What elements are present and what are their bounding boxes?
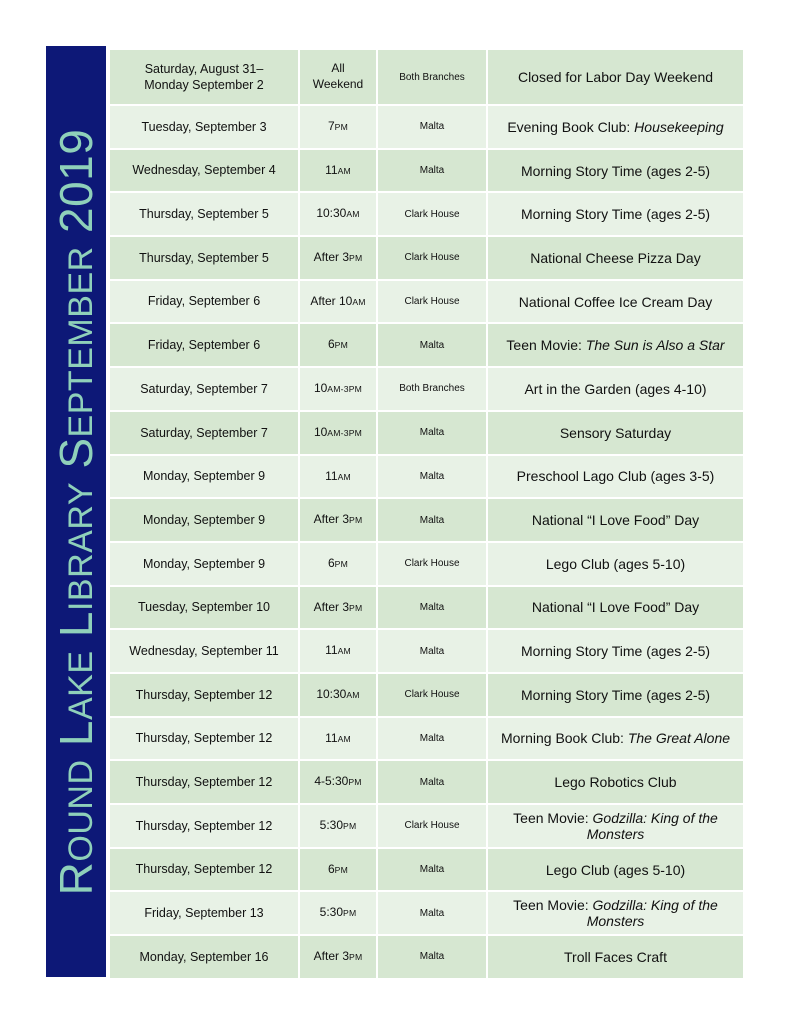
event-time-cell	[299, 673, 377, 717]
event-title-italic: The Great Alone	[627, 730, 731, 747]
event-location: Malta	[419, 470, 445, 482]
event-location: Clark House	[404, 208, 460, 220]
event-time-meridiem: AM	[352, 296, 366, 307]
event-date-cell	[109, 673, 299, 717]
event-location: Malta	[419, 907, 445, 919]
table-row	[109, 673, 744, 717]
event-date: Thursday, September 5	[139, 207, 269, 222]
event-location: Clark House	[404, 558, 460, 570]
event-name: Morning Story Time (ages 2-5)	[520, 643, 711, 660]
event-date-cell	[109, 935, 299, 979]
event-date: Friday, September 6	[147, 294, 261, 309]
event-date: Tuesday, September 3	[141, 119, 267, 134]
event-date-cell	[109, 760, 299, 804]
event-time-number: 6	[327, 555, 335, 570]
event-time-prefix: After 3	[313, 250, 349, 265]
title-word: LAKE	[50, 649, 102, 746]
event-date-cell	[109, 455, 299, 499]
event-name: Lego Robotics Club	[554, 774, 677, 791]
event-location-cell	[377, 804, 487, 848]
event-time-number: 11	[325, 643, 338, 658]
event-time-cell	[299, 542, 377, 586]
event-name: National Coffee Ice Cream Day	[518, 293, 713, 310]
event-time-cell	[299, 629, 377, 673]
event-time-cell	[299, 848, 377, 892]
event-name: Lego Club (ages 5-10)	[545, 861, 686, 878]
event-time-prefix: After 3	[313, 599, 349, 614]
event-name-cell	[487, 49, 744, 105]
event-time-meridiem: PM	[348, 777, 362, 788]
event-time-number: 4-5:30	[314, 774, 349, 789]
event-name-cell	[487, 367, 744, 411]
event-time-number: 10	[313, 424, 328, 439]
event-date: Thursday, September 12	[135, 862, 273, 877]
event-date: Thursday, September 12	[135, 687, 273, 702]
event-date: Monday, September 9	[142, 512, 266, 527]
event-location-cell	[377, 935, 487, 979]
event-name-cell	[487, 760, 744, 804]
event-title-italic: Housekeeping	[634, 118, 724, 135]
event-name: Morning Book Club:	[500, 730, 628, 747]
event-location-cell	[377, 236, 487, 280]
event-location-cell	[377, 717, 487, 761]
event-time-line: All	[331, 61, 345, 76]
event-date-cell	[109, 848, 299, 892]
event-location-cell	[377, 411, 487, 455]
event-location-cell	[377, 586, 487, 630]
event-date: Saturday, September 7	[140, 425, 268, 440]
event-location-cell	[377, 673, 487, 717]
event-name-cell	[487, 149, 744, 193]
event-time-meridiem: PM	[349, 515, 363, 526]
event-date-cell	[109, 280, 299, 324]
event-location-cell	[377, 891, 487, 935]
event-time-number: 10	[313, 381, 328, 396]
event-date: Wednesday, September 4	[132, 163, 276, 178]
event-location-cell	[377, 542, 487, 586]
events-table	[108, 48, 745, 980]
event-name-cell	[487, 717, 744, 761]
table-row	[109, 49, 744, 105]
event-date-cell	[109, 236, 299, 280]
event-time-cell	[299, 586, 377, 630]
event-name: Morning Story Time (ages 2-5)	[520, 162, 711, 179]
event-name-cell	[487, 629, 744, 673]
event-time-meridiem: PM	[349, 602, 363, 613]
event-time-cell	[299, 717, 377, 761]
event-time-meridiem: AM	[346, 689, 360, 700]
event-date-cell	[109, 717, 299, 761]
event-time-cell	[299, 455, 377, 499]
event-time-cell	[299, 935, 377, 979]
event-location-cell	[377, 49, 487, 105]
event-time-cell	[299, 280, 377, 324]
event-location-cell	[377, 280, 487, 324]
event-name: Sensory Saturday	[559, 424, 672, 441]
event-time-number: 6	[327, 861, 335, 876]
event-time-cell	[299, 149, 377, 193]
event-name-cell	[487, 323, 744, 367]
event-location-cell	[377, 629, 487, 673]
event-date: Friday, September 6	[147, 338, 261, 353]
page-title	[50, 128, 102, 895]
event-location-cell	[377, 848, 487, 892]
table-row	[109, 498, 744, 542]
event-time-number: 11	[325, 730, 338, 745]
event-name: National “I Love Food” Day	[531, 599, 700, 616]
event-date: Thursday, September 5	[139, 250, 269, 265]
event-location: Malta	[419, 864, 445, 876]
event-name: National Cheese Pizza Day	[530, 249, 701, 266]
table-row	[109, 629, 744, 673]
event-date-cell	[109, 586, 299, 630]
event-location: Malta	[419, 121, 445, 133]
event-time-meridiem: PM	[334, 558, 349, 569]
event-time-number: 5:30	[319, 818, 343, 833]
event-date: Monday, September 9	[142, 556, 266, 571]
event-time-number: 7	[327, 119, 335, 134]
event-location: Clark House	[404, 689, 460, 701]
event-time-cell	[299, 411, 377, 455]
title-sidebar	[46, 46, 106, 977]
table-row	[109, 192, 744, 236]
event-time-line: Weekend	[312, 77, 364, 91]
event-time-cell	[299, 804, 377, 848]
event-date: Friday, September 13	[144, 906, 264, 921]
event-time-meridiem: AM-3PM	[327, 427, 363, 438]
event-name-cell	[487, 280, 744, 324]
event-location: Malta	[419, 601, 445, 613]
event-location-cell	[377, 149, 487, 193]
event-name: National “I Love Food” Day	[531, 512, 700, 529]
event-name: Lego Club (ages 5-10)	[545, 555, 686, 572]
table-row	[109, 323, 744, 367]
event-name: Troll Faces Craft	[564, 948, 667, 965]
event-time-number: 6	[327, 337, 335, 352]
event-name-cell	[487, 848, 744, 892]
event-time-cell	[299, 891, 377, 935]
event-name: Teen Movie:	[513, 897, 593, 914]
table-row	[109, 105, 744, 149]
event-location-cell	[377, 192, 487, 236]
event-name: Morning Story Time (ages 2-5)	[520, 686, 711, 703]
table-row	[109, 149, 744, 193]
event-date: Monday, September 16	[139, 949, 269, 964]
table-row	[109, 455, 744, 499]
event-time-cell	[299, 760, 377, 804]
event-name-cell	[487, 192, 744, 236]
event-date-line: Saturday, August 31–	[144, 61, 264, 76]
event-location: Clark House	[404, 296, 460, 308]
event-time-cell	[299, 367, 377, 411]
event-location-cell	[377, 323, 487, 367]
event-name-cell	[487, 542, 744, 586]
event-date: Wednesday, September 11	[129, 643, 279, 658]
event-location-cell	[377, 455, 487, 499]
event-time-cell	[299, 323, 377, 367]
event-title-italic: The Sun is Also a Star	[585, 337, 725, 354]
event-time-cell	[299, 236, 377, 280]
event-time-prefix: After 3	[313, 512, 349, 527]
event-time-meridiem: AM	[337, 733, 351, 744]
event-location: Malta	[419, 339, 445, 351]
event-time-meridiem: AM-3PM	[327, 384, 363, 395]
event-date-cell	[109, 804, 299, 848]
event-title-italic: Godzilla: King of the Monsters	[586, 809, 718, 842]
event-time-cell	[299, 49, 377, 105]
table-row	[109, 280, 744, 324]
event-date-cell	[109, 49, 299, 105]
title-word: LIBRARY	[50, 481, 102, 637]
event-name: Morning Story Time (ages 2-5)	[520, 206, 711, 223]
event-time-meridiem: PM	[334, 864, 349, 875]
event-date-cell	[109, 891, 299, 935]
event-date-cell	[109, 323, 299, 367]
event-time-number: 10:30	[316, 686, 347, 701]
event-time-cell	[299, 192, 377, 236]
event-date-cell	[109, 498, 299, 542]
table-row	[109, 848, 744, 892]
event-name: Art in the Garden (ages 4-10)	[524, 380, 707, 397]
event-time-meridiem: PM	[349, 952, 363, 963]
event-name-cell	[487, 935, 744, 979]
event-date-cell	[109, 629, 299, 673]
event-location: Malta	[419, 645, 445, 657]
event-date-cell	[109, 149, 299, 193]
event-location-cell	[377, 105, 487, 149]
table-row	[109, 411, 744, 455]
table-row	[109, 891, 744, 935]
event-name-cell	[487, 804, 744, 848]
event-date: Thursday, September 12	[135, 775, 273, 790]
event-name-cell	[487, 673, 744, 717]
event-time-number: 5:30	[319, 905, 343, 920]
event-location: Both Branches	[399, 71, 465, 83]
event-time-meridiem: AM	[337, 646, 351, 657]
event-name-cell	[487, 236, 744, 280]
event-time-meridiem: AM	[346, 209, 360, 220]
event-date: Thursday, September 12	[135, 818, 273, 833]
table-row	[109, 236, 744, 280]
event-date: Monday, September 9	[142, 469, 266, 484]
event-time-prefix: After 3	[313, 949, 349, 964]
event-name: Evening Book Club:	[507, 118, 635, 135]
table-row	[109, 586, 744, 630]
event-time-meridiem: PM	[343, 908, 357, 919]
event-date-cell	[109, 192, 299, 236]
title-year: 2019	[50, 128, 102, 233]
event-time-number: 10:30	[316, 206, 347, 221]
table-row	[109, 717, 744, 761]
table-row	[109, 760, 744, 804]
table-row	[109, 804, 744, 848]
event-name: Preschool Lago Club (ages 3-5)	[516, 468, 715, 485]
event-time-meridiem: AM	[337, 165, 351, 176]
event-location: Malta	[419, 732, 445, 744]
event-date-cell	[109, 411, 299, 455]
event-time-prefix: After 10	[310, 293, 353, 308]
title-word: ROUND	[50, 758, 102, 895]
event-location-cell	[377, 498, 487, 542]
event-time-meridiem: PM	[343, 821, 357, 832]
event-time-cell	[299, 498, 377, 542]
event-date: Thursday, September 12	[135, 731, 273, 746]
table-row	[109, 935, 744, 979]
event-time-cell	[299, 105, 377, 149]
event-time-meridiem: PM	[349, 253, 363, 264]
event-name: Closed for Labor Day Weekend	[517, 69, 714, 85]
event-date: Tuesday, September 10	[137, 600, 271, 615]
event-date-cell	[109, 367, 299, 411]
title-word: SEPTEMBER	[50, 245, 102, 469]
event-date-line: Monday September 2	[144, 78, 264, 92]
event-name-cell	[487, 498, 744, 542]
event-name-cell	[487, 891, 744, 935]
event-location: Malta	[419, 951, 445, 963]
event-location: Clark House	[404, 820, 460, 832]
event-location-cell	[377, 367, 487, 411]
event-location: Malta	[419, 165, 445, 177]
event-location: Malta	[419, 776, 445, 788]
event-location: Malta	[419, 514, 445, 526]
table-row	[109, 542, 744, 586]
event-name-cell	[487, 411, 744, 455]
event-location-cell	[377, 760, 487, 804]
event-name-cell	[487, 455, 744, 499]
table-row	[109, 367, 744, 411]
event-time-meridiem: PM	[334, 122, 349, 133]
event-time-number: 11	[325, 162, 338, 177]
event-time-meridiem: AM	[337, 471, 351, 482]
event-name-cell	[487, 105, 744, 149]
event-title-italic: Godzilla: King of the Monsters	[586, 897, 718, 930]
event-time-meridiem: PM	[334, 340, 349, 351]
event-date-cell	[109, 105, 299, 149]
event-date-cell	[109, 542, 299, 586]
event-date: Saturday, September 7	[140, 381, 268, 396]
event-name-cell	[487, 586, 744, 630]
event-time-number: 11	[325, 468, 338, 483]
event-location: Both Branches	[399, 383, 465, 395]
event-location: Malta	[419, 427, 445, 439]
event-location: Clark House	[404, 252, 460, 264]
event-name: Teen Movie:	[513, 809, 593, 826]
event-name: Teen Movie:	[506, 337, 586, 354]
